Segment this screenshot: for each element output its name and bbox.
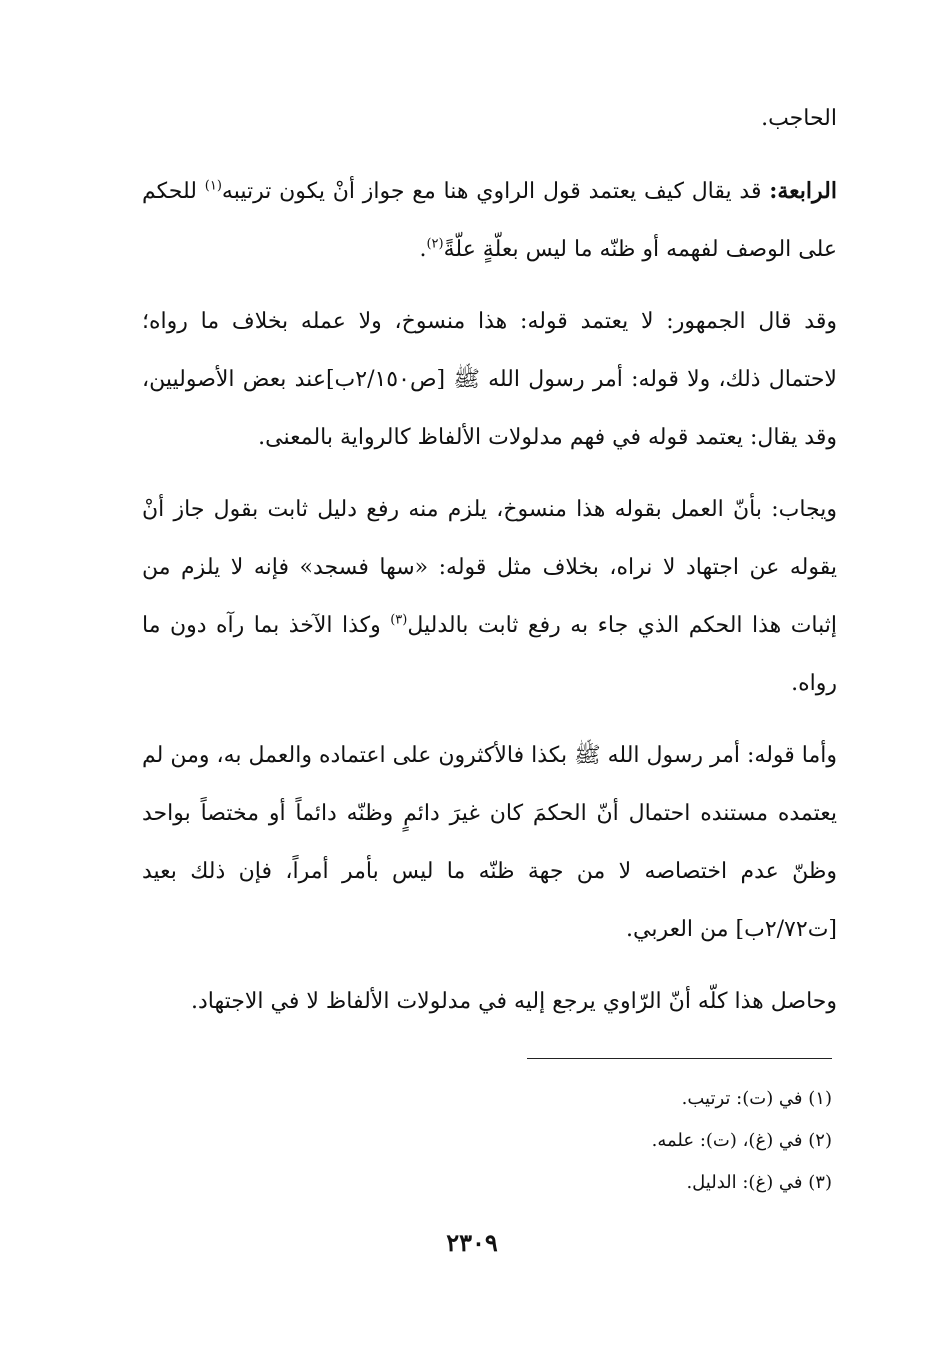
paragraph-lead: الرابعة: [769,178,837,204]
footnote-reference[interactable]: (١) [204,178,222,194]
paragraph-text: قد يقال كيف يعتمد قول الراوي هنا مع جواز أنْ يكون ترتيبه [221,179,770,204]
paragraph-text: . [419,237,427,262]
paragraph-majority-view [142,293,837,467]
paragraph-command-statement [142,727,837,959]
footnote-divider [527,1058,832,1059]
footnote-1: (١) في (ت): ترتيب. [681,1088,832,1109]
paragraph-text: وأما قوله: أمر رسول الله ﷺ بكذا فالأكثرون على اعتماده والعمل به، ومن لم يعتمده مستنده احتمال أنّ الحكمَ كان غيرَ دائمٍ وظنّه دائماً أو مختصاً بواحد وظنّ عدم اختصاصه لا من جهة ظنّه ما ليس بأمر أمراً، فإن ذلك بعيد [ت٢/٧٢ب] من العربي. [142,743,838,942]
footnote-3: (٣) في (غ): الدليل. [686,1172,832,1193]
main-text [142,90,837,1045]
paragraph-text: الحاجب. [761,106,837,131]
paragraph-text: وقد قال الجمهور: لا يعتمد قوله: هذا منسوخ، ولا عمله بخلاف ما رواه؛ لاحتمال ذلك، ولا قوله: أمر رسول الله ﷺ [ص٢/١٥٠ب]عند بعض الأصوليين، وقد يقال: يعتمد قوله في فهم مدلولات الألفاظ كالرواية بالمعنى. [142,309,837,450]
paragraph-conclusion [142,973,837,1031]
paragraph-text: وكذا الآخذ بما رآه دون ما رواه. [142,613,837,696]
paragraph-text: للحكم على الوصف لفهمه أو ظنّه ما ليس بعلّةٍ علّةً [142,179,837,262]
paragraph-response [142,481,837,713]
page-number: ٢٣٠٩ [446,1228,498,1257]
paragraph-intro [142,90,837,148]
footnote-reference[interactable]: (٣) [390,612,408,628]
paragraph-text: ويجاب: بأنّ العمل بقوله هذا منسوخ، يلزم منه رفع دليل ثابت بقول جاز أنْ يقوله عن اجتهاد لا نراه، بخلاف مثل قوله: «سها فسجد» فإنه لا يلزم من إثبات هذا الحكم الذي جاء به رفع ثابت بالدليل [142,497,837,638]
paragraph-text: وحاصل هذا كلّه أنّ الرّاوي يرجع إليه في مدلولات الألفاظ لا في الاجتهاد. [191,989,837,1014]
footnotes [432,1078,832,1204]
footnote-2: (٢) في (غ)، (ت): علمه. [651,1130,832,1151]
footnote-reference[interactable]: (٢) [426,236,444,252]
paragraph-fourth-point [142,162,837,279]
